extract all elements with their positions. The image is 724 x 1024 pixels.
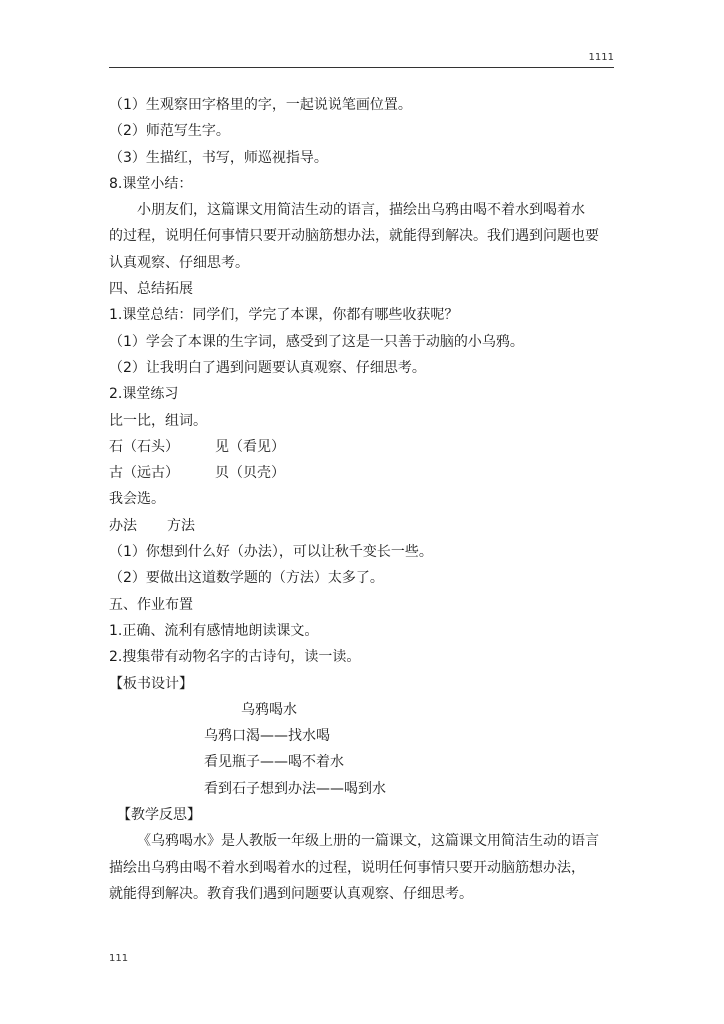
reflection-line: 描绘出乌鸦由喝不着水到喝着水的过程，说明任何事情只要开动脑筋想办法， <box>109 859 585 876</box>
word-pair-row <box>109 434 619 460</box>
choice-a: 办法 <box>109 517 137 534</box>
header-rule <box>109 67 614 68</box>
header-page-number: 1111 <box>588 52 614 63</box>
board-row: 乌鸦口渴——找水喝 <box>204 728 330 745</box>
text-line: （1）你想到什么好（办法），可以让秋千变长一些。 <box>109 544 433 561</box>
reflection-line: 就能得到解决。教育我们遇到问题要认真观察、仔细思考。 <box>109 885 473 902</box>
document-body <box>109 92 619 907</box>
board-row: 看到石子想到办法——喝到水 <box>204 780 386 797</box>
board-title: 乌鸦喝水 <box>241 701 297 718</box>
paragraph-line: 的过程，说明任何事情只要开动脑筋想办法，就能得到解决。我们遇到问题也要 <box>109 228 599 245</box>
word-pair-left: 石（石头） <box>109 438 179 455</box>
section-heading: 8.课堂小结： <box>109 175 193 192</box>
text-line: （3）生描红，书写，师巡视指导。 <box>109 149 328 166</box>
text-line: 1.正确、流利有感情地朗读课文。 <box>109 622 319 639</box>
text-line: 比一比，组词。 <box>109 412 207 429</box>
word-pair-right: 贝（贝壳） <box>215 465 285 482</box>
text-line: 2.搜集带有动物名字的古诗句，读一读。 <box>109 649 361 666</box>
text-line: （2）要做出这道数学题的（方法）太多了。 <box>109 570 384 587</box>
reflection-heading: 【教学反思】 <box>117 807 201 824</box>
board-row: 看见瓶子——喝不着水 <box>204 754 344 771</box>
word-pair-left: 古（远古） <box>109 465 179 482</box>
paragraph-line: 认真观察、仔细思考。 <box>109 254 249 271</box>
section-heading: 四、总结拓展 <box>109 281 193 298</box>
word-pair-row <box>109 460 619 486</box>
text-line: 我会选。 <box>109 491 165 508</box>
reflection-line: 《乌鸦喝水》是人教版一年级上册的一篇课文，这篇课文用简洁生动的语言 <box>137 833 599 850</box>
word-pair-right: 见（看见） <box>215 438 285 455</box>
text-line: 1.课堂总结：同学们，学完了本课，你都有哪些收获呢？ <box>109 307 459 324</box>
text-line: （1）学会了本课的生字词，感受到了这是一只善于动脑的小乌鸦。 <box>109 333 524 350</box>
text-line: （2）让我明白了遇到问题要认真观察、仔细思考。 <box>109 359 426 376</box>
section-heading: 2.课堂练习 <box>109 386 179 403</box>
text-line: （2）师范写生字。 <box>109 123 230 140</box>
section-heading: 【板书设计】 <box>109 675 193 692</box>
paragraph-line: 小朋友们，这篇课文用简洁生动的语言，描绘出乌鸦由喝不着水到喝着水 <box>137 202 585 219</box>
section-heading: 五、作业布置 <box>109 596 193 613</box>
choice-b: 方法 <box>167 517 195 534</box>
choice-row <box>109 513 619 539</box>
text-line: （1）生观察田字格里的字，一起说说笔画位置。 <box>109 97 412 113</box>
footer-page-number: 111 <box>109 953 129 964</box>
